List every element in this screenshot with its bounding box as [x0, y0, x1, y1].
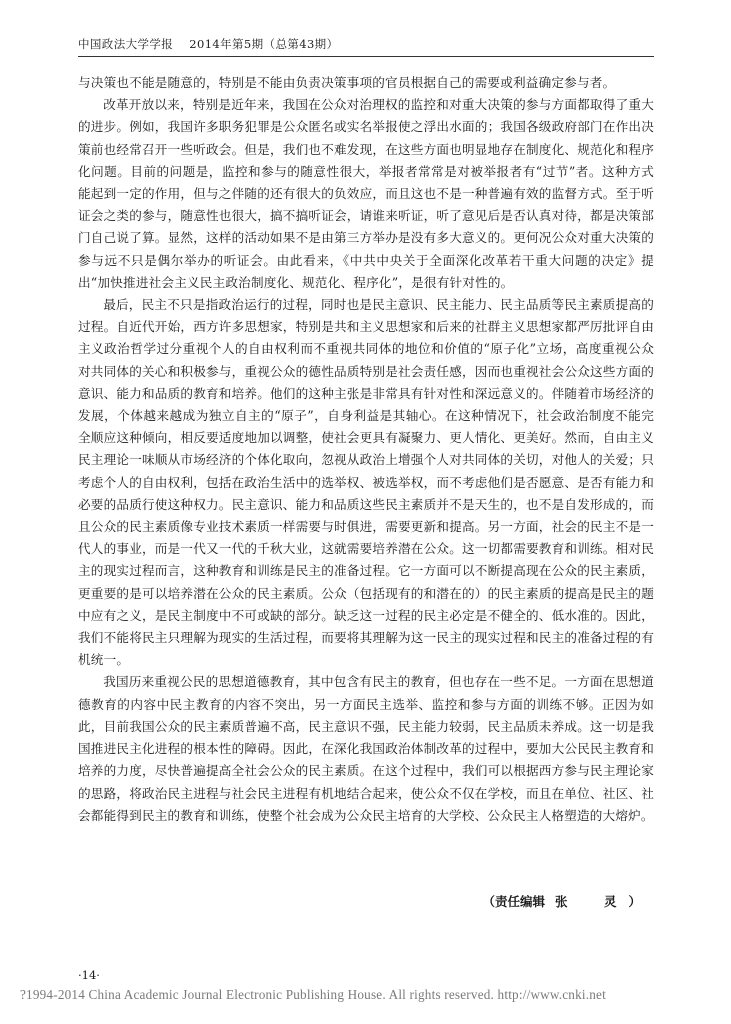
page-number: ·14· — [78, 968, 100, 982]
header-rule — [78, 56, 654, 57]
paragraph-reform: 改革开放以来，特别是近年来，我国在公众对治理权的监控和对重大决策的参与方面都取得了重大的进步。例如，我国许多职务犯罪是公众匿名或实名举报使之浮出水面的；我国各级政府部门在作出决策前也经常召开一些听政会。但是，我们也不难发现，在这些方面也明显地存在制度化、规范化和程序化问题。目前的问题是，监控和参与的随意性很大，举报者常常是对被举报者有“过节”者。这种方式能起到一定的作用，但与之伴随的还有很大的负效应，而且这也不是一种普遍有效的监督方式。至于听证会之类的参与，随意性也很大，搞不搞听证会，请谁来听证，听了意见后是否认真对待，都是决策部门自己说了算。显然，这样的活动如果不是由第三方举办是没有多大意义的。更何况公众对重大决策的参与远不只是偶尔举办的听证会。由此看来，《中共中央关于全面深化改革若干重大问题的决定》提出“加快推进社会主义民主政治制度化、规范化、程序化”，是很有针对性的。 — [78, 97, 654, 290]
paragraph-finally: 最后，民主不只是指政治运行的过程，同时也是民主意识、民主能力、民主品质等民主素质提高的过程。自近代开始，西方许多思想家，特别是共和主义思想家和后来的社群主义思想家都严厉批评自由主义政治哲学过分重视个人的自由权利而不重视共同体的地位和价值的“原子化”立场，高度重视公众对共同体的关心和积极参与，重视公众的德性品质特别是社会责任感，因而也重视社会公众这些方面的意识、能力和品质的教育和培养。他们的这种主张是非常具有针对性和深远意义的。伴随着市场经济的发展，个体越来越成为独立自主的“原子”，自身利益是其轴心。在这种情况下，社会政治制度不能完全顺应这种倾向，相反要适度地加以调整，使社会更具有凝聚力、更人情化、更美好。然而，自由主义民主理论一味顺从市场经济的个体化取向，忽视从政治上增强个人对共同体的关切，对他人的关爱；只考虑个人的自由权利，包括在政治生活中的选举权、被选举权，而不考虑他们是否愿意、是否有能力和必要的品质行使这种权力。民主意识、能力和品质这些民主素质并不是天生的，也不是自发形成的，而且公众的民主素质像专业技术素质一样需要与时俱进，需要更新和提高。另一方面，社会的民主不是一代人的事业，而是一代又一代的千秋大业，这就需要培养潜在公众。这一切都需要教育和训练。相对民主的现实过程而言，这种教育和训练是民主的准备过程。它一方面可以不断提高现在公众的民主素质，更重要的是可以培养潜在公众的民主素质。公众（包括现有的和潜在的）的民主素质的提高是民主的题中应有之义，是民主制度中不可或缺的部分。缺乏这一过程的民主必定是不健全的、低水准的。因此，我们不能将民主只理解为现实的生活过程，而要将其理解为这一民主的现实过程和民主的准备过程的有机统一。 — [78, 297, 654, 668]
paragraph-education: 我国历来重视公民的思想道德教育，其中包含有民主的教育，但也存在一些不足。一方面在思想道德教育的内容中民主教育的内容不突出，另一方面民主选举、监控和参与方面的训练不够。正因为如此，目前我国公众的民主素质普遍不高，民主意识不强，民主能力较弱，民主品质未养成。这一切是我国推进民主化进程的根本性的障碍。因此，在深化我国政治体制改革的过程中，要加大公民民主教育和培养的力度，尽快普遍提高全社会公众的民主素质。在这个过程中，我们可以根据西方参与民主理论家的思路，将政治民主进程与社会民主进程有机地结合起来，使公众不仅在学校，而且在单位、社区、社会都能得到民主的教育和训练，使整个社会成为公众民主培育的大学校、公众民主人格塑造的大熔炉。 — [78, 674, 654, 823]
running-header — [78, 36, 338, 52]
article-body — [78, 72, 654, 827]
copyright-footer: ?1994-2014 China Academic Journal Electronic Publishing House. All rights reserved. http://www.cnki.net — [20, 987, 606, 1002]
issue-info: 2014年第5期（总第43期） — [189, 37, 339, 51]
editor-label: （责任编辑 — [482, 894, 545, 909]
responsible-editor — [482, 892, 653, 910]
journal-name: 中国政法大学学报 — [78, 37, 174, 51]
editor-name: 张 灵） — [554, 894, 653, 909]
paragraph-continuation: 与决策也不能是随意的，特别是不能由负责决策事项的官员根据自己的需要或利益确定参与者。 — [78, 75, 616, 90]
